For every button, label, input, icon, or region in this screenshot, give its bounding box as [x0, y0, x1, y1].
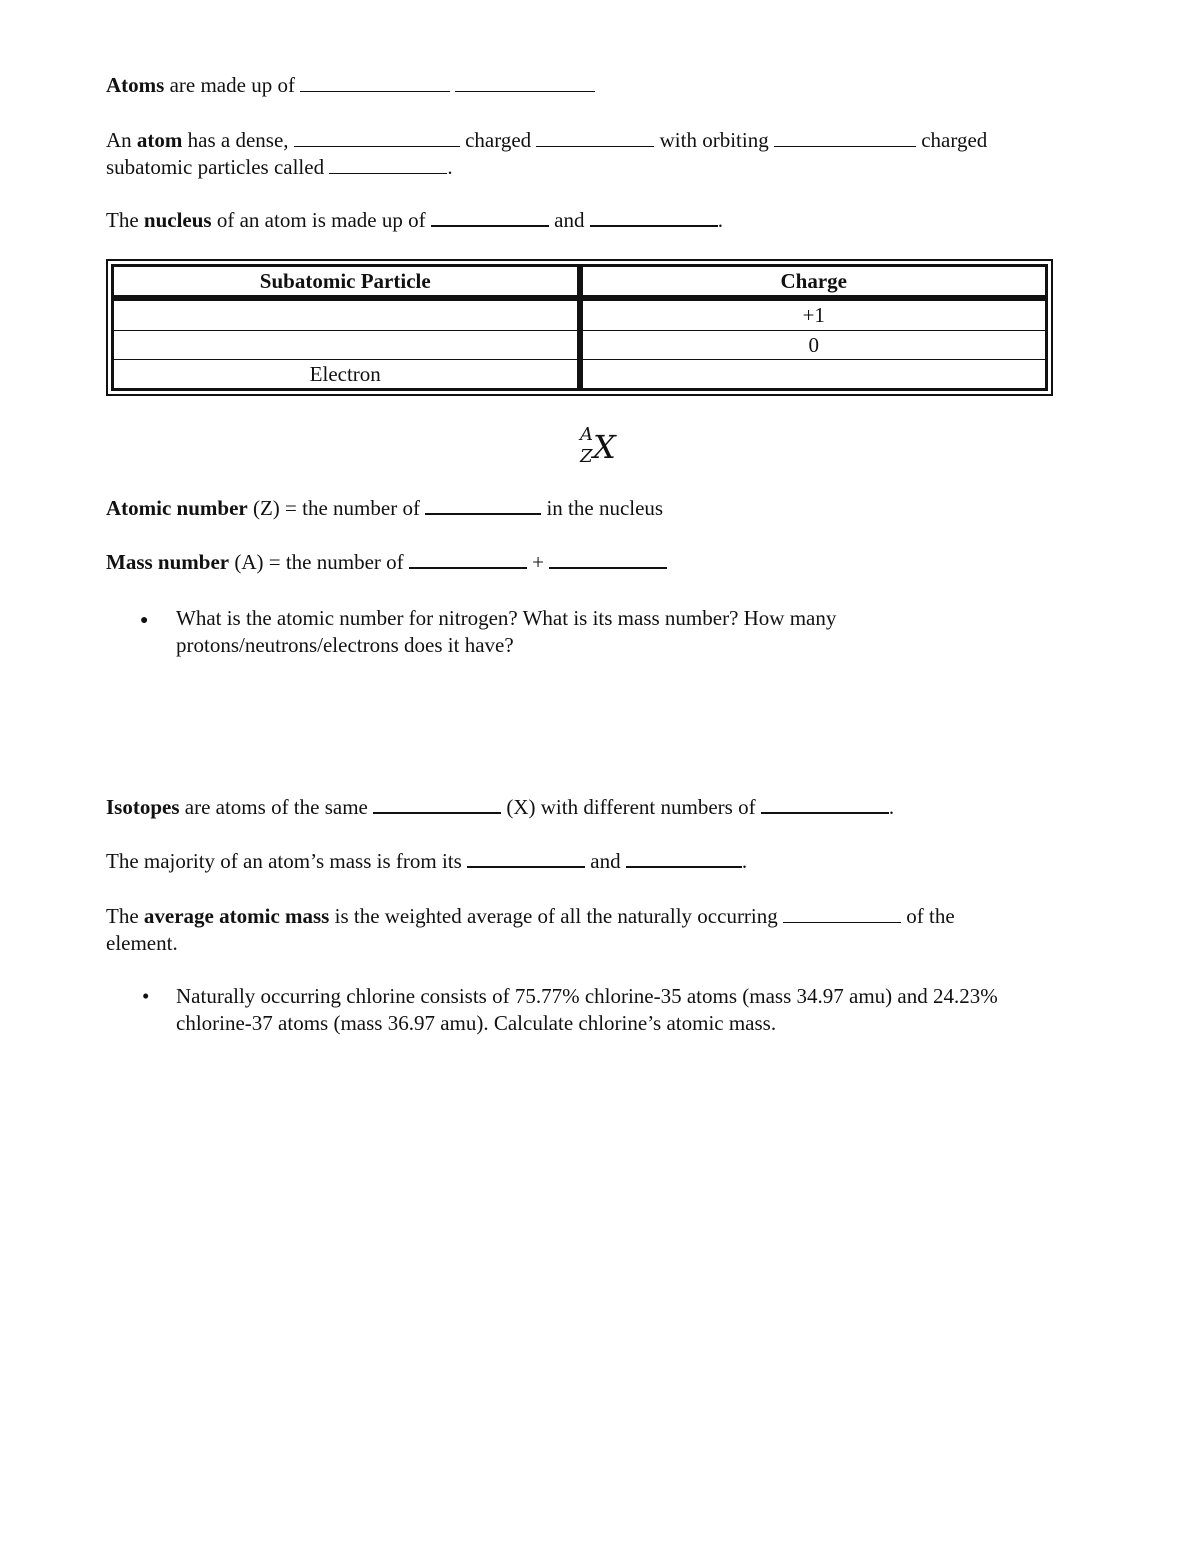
isotopes-line: Isotopes are atoms of the same (X) with different numbers of .: [106, 795, 895, 819]
blank-4[interactable]: [536, 128, 654, 147]
blank-14[interactable]: [467, 848, 585, 868]
table-row: [113, 298, 1047, 330]
table-cell[interactable]: [113, 298, 580, 330]
term-mass-number: Mass number: [106, 550, 230, 574]
nitrogen-question: What is the atomic number for nitrogen? What is its mass number? How many protons/neutrons/electrons does it have?: [176, 606, 837, 657]
table-cell: +1: [580, 298, 1047, 330]
blank-2[interactable]: [455, 73, 595, 92]
question-list-1: [106, 605, 1056, 659]
blank-13[interactable]: [761, 794, 889, 814]
subatomic-particle-table: [106, 259, 1053, 396]
blank-3[interactable]: [294, 128, 460, 147]
term-atoms: Atoms: [106, 73, 165, 97]
table-cell: 0: [580, 330, 1047, 359]
table-header: Charge: [580, 266, 1047, 299]
blank-10[interactable]: [409, 549, 527, 569]
nucleus-line: The nucleus of an atom is made up of and .: [106, 208, 723, 232]
blank-7[interactable]: [431, 207, 549, 227]
table-header: Subatomic Particle: [113, 266, 580, 299]
element-symbol: X: [593, 428, 616, 466]
table-row: [113, 330, 1047, 359]
atom-definition: An atom has a dense, charged with orbiting charged subatomic particles called .: [106, 128, 988, 179]
bullet-icon: ●: [140, 613, 149, 628]
mass-number-symbol: A: [580, 424, 593, 445]
atomic-number-symbol: Z: [580, 446, 593, 467]
term-atomic-number: Atomic number: [106, 496, 248, 520]
blank-8[interactable]: [590, 207, 718, 227]
blank-1[interactable]: [300, 73, 450, 92]
term-average-atomic-mass: average atomic mass: [143, 904, 330, 928]
blank-15[interactable]: [626, 848, 742, 868]
atomic-number-line: Atomic number (Z) = the number of in the nucleus: [106, 496, 664, 520]
chlorine-question: Naturally occurring chlorine consists of 75.77% chlorine-35 atoms (mass 34.97 amu) and 24.23% chlorine-37 atoms (mass 36.97 amu). Calculate chlorine’s atomic mass.: [176, 984, 998, 1035]
term-nucleus: nucleus: [143, 208, 212, 232]
blank-11[interactable]: [549, 549, 667, 569]
average-atomic-mass-line: The average atomic mass is the weighted average of all the naturally occurring of the element.: [106, 904, 955, 955]
table-cell: Electron: [113, 359, 580, 389]
blank-6[interactable]: [329, 155, 447, 174]
mass-number-line: Mass number (A) = the number of +: [106, 549, 1056, 576]
table-header-row: [113, 266, 1047, 299]
list-item: [106, 983, 1056, 1037]
term-atom: atom: [136, 128, 183, 152]
list-item: [106, 605, 1056, 659]
table-row: [113, 359, 1047, 389]
bullet-icon: •: [142, 984, 150, 1008]
term-isotopes: Isotopes: [106, 795, 180, 819]
blank-5[interactable]: [774, 128, 916, 147]
table-cell[interactable]: [113, 330, 580, 359]
blank-16[interactable]: [783, 904, 901, 923]
majority-mass-line: The majority of an atom’s mass is from its and .: [106, 849, 748, 873]
nuclide-notation: [578, 424, 638, 470]
question-list-2: [106, 983, 1056, 1037]
blank-12[interactable]: [373, 794, 501, 814]
atoms-made-of-line: Atoms are made up of: [106, 72, 1056, 99]
blank-9[interactable]: [425, 495, 541, 515]
table-cell[interactable]: [580, 359, 1047, 389]
